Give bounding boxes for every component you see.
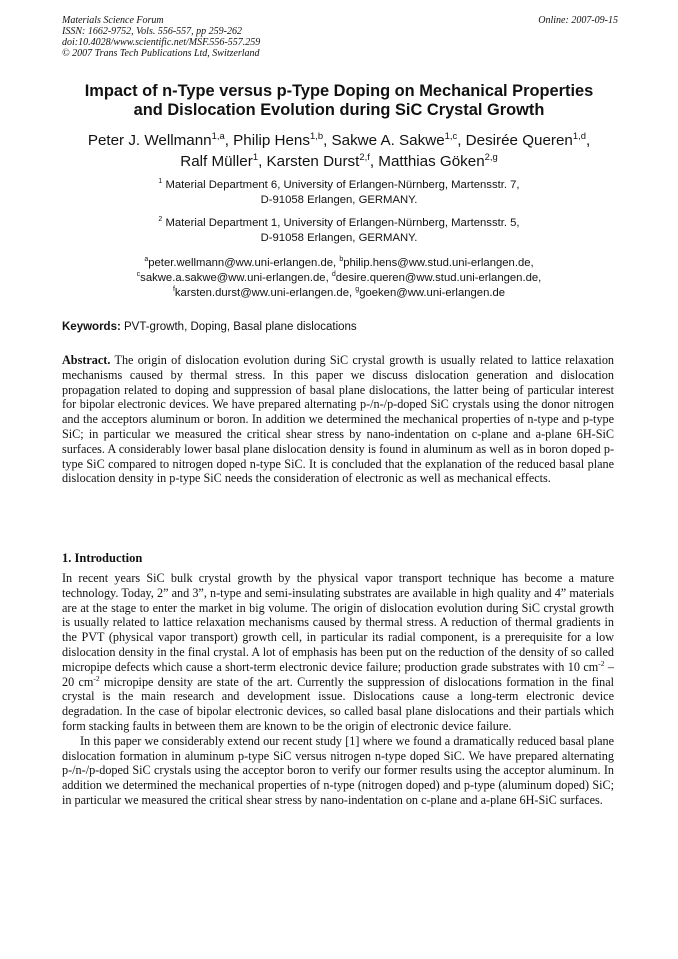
- email-mark: b: [339, 256, 344, 264]
- doi-line: doi:10.4028/www.scientific.net/MSF.556-557.259: [62, 37, 261, 48]
- exponent: -2: [93, 673, 100, 683]
- author-sep: ,: [323, 132, 332, 149]
- author-sep: ,: [585, 132, 591, 149]
- author-affil: 1,b: [309, 129, 324, 141]
- title-line-2: and Dislocation Evolution during SiC Crystal Growth: [133, 101, 545, 119]
- email-sep: ,: [349, 287, 356, 299]
- email-address[interactable]: sakwe.a.sakwe@ww.uni-erlangen.de: [140, 272, 326, 284]
- abstract-text: The origin of dislocation evolution during SiC crystal growth is usually related to lattice relaxation mechanisms caused by thermal stress. In this paper we discuss dislocation generation and dislocation propagation related to doping and suppression of basal plane dislocations, the latter being of particular interest for bipolar electronic devices. We have prepared alternating p-/n-/p-doped SiC crystals using the donor nitrogen and the acceptors aluminum or boron. In addition we determined the mechanical properties of n-type and p-type SiC; in particular we measured the critical shear stress by nano-indentation on c-plane and a-plane 6H-SiC surfaces. A considerably lower basal plane dislocation density is found in aluminum as well as in boron doped p-type SiC compared to nitrogen doped n-type SiC. It is concluded that the explanation of the reduced basal plane dislocation density in p-type SiC needs the consideration of electronic as well as mechanical effects.: [62, 353, 615, 486]
- affiliation-line: D-91058 Erlangen, GERMANY.: [260, 194, 418, 206]
- exponent: -2: [598, 658, 605, 668]
- keywords-text: PVT-growth, Doping, Basal plane dislocations: [124, 321, 357, 333]
- affiliation-line: D-91058 Erlangen, GERMANY.: [260, 232, 418, 244]
- author-line-1: [30, 130, 648, 151]
- intro-text: micropipe density are state of the art. Currently the suppression of dislocations formation in the final crystal is the main research and development issue. Dislocations cause a long-term electronic device degradation. In the case of bipolar electronic devices, so called basal plane dislocations and their partials which form stacking faults in between them are known to be the origin of electronic device failure.: [62, 674, 614, 733]
- email-address[interactable]: desire.queren@ww.stud.uni-erlangen.de,: [335, 272, 542, 284]
- keywords: [62, 320, 618, 334]
- author-affil: 2,f: [359, 150, 370, 162]
- author-affil: 1,a: [211, 129, 225, 141]
- affiliation-2: [80, 216, 598, 246]
- email-mark: g: [355, 286, 360, 294]
- email-mark: c: [136, 271, 141, 279]
- author-affil: 1,d: [572, 129, 586, 141]
- author-sep: ,: [224, 132, 234, 149]
- author-name: Peter J. Wellmann: [87, 132, 212, 149]
- intro-paragraph-2: In this paper we considerably extend our recent study [1] where we found a dramatically reduced basal plane dislocation formation in aluminum p-type SiC versus nitrogen n-type doped SiC. We have prepared alternating p-/n-/p-doped SiC crystals using the acceptor boron to verify our former results using the acceptor aluminum. In addition we determined the mechanical properties of n-type (nitrogen doped) and p-type (aluminum doped) SiC; in particular we measured the critical shear stress by nano-indentation on c-plane and a-plane 6H-SiC surfaces.: [62, 733, 614, 807]
- abstract: [62, 353, 614, 486]
- email-mark: d: [331, 271, 336, 279]
- author-line-2: [30, 151, 648, 172]
- email-address[interactable]: karsten.durst@ww.uni-erlangen.de: [174, 287, 349, 299]
- intro-paragraph-1: [62, 571, 614, 734]
- author-name: Philip Hens: [233, 132, 310, 149]
- email-sep: ,: [325, 272, 332, 284]
- introduction-body: [62, 571, 614, 808]
- online-date: Online: 2007-09-15: [538, 15, 618, 26]
- section-heading-introduction: 1. Introduction: [62, 551, 143, 565]
- affiliation-number: 1: [158, 178, 163, 186]
- author-affil: 1,c: [444, 129, 458, 141]
- abstract-label: Abstract.: [62, 353, 111, 367]
- intro-text: – 20 cm: [62, 659, 615, 689]
- affiliation-number: 2: [158, 216, 163, 224]
- journal-name: Materials Science Forum: [62, 15, 164, 26]
- email-mark: f: [172, 286, 175, 294]
- affiliation-line: Material Department 1, University of Erlangen-Nürnberg, Martensstr. 5,: [165, 217, 520, 229]
- affiliation-line: Material Department 6, University of Erlangen-Nürnberg, Martensstr. 7,: [165, 179, 520, 191]
- author-name: Karsten Durst: [266, 153, 360, 170]
- author-sep: ,: [457, 132, 466, 149]
- email-address[interactable]: goeken@ww.uni-erlangen.de: [359, 287, 506, 299]
- author-affil: 2,g: [484, 150, 498, 162]
- title-line-1: Impact of n-Type versus p-Type Doping on Mechanical Properties: [84, 82, 594, 100]
- author-affil: 1: [252, 150, 259, 162]
- author-sep: ,: [369, 153, 379, 170]
- issn-line: ISSN: 1662-9752, Vols. 556-557, pp 259-262: [62, 26, 242, 37]
- author-name: Sakwe A. Sakwe: [331, 132, 445, 149]
- author-sep: ,: [258, 153, 267, 170]
- email-sep: ,: [333, 257, 340, 269]
- email-address[interactable]: peter.wellmann@ww.uni-erlangen.de: [148, 257, 334, 269]
- author-name: Ralf Müller: [180, 153, 253, 170]
- author-name: Matthias Göken: [378, 153, 485, 170]
- email-address[interactable]: philip.hens@ww.stud.uni-erlangen.de,: [343, 257, 534, 269]
- journal-header: [62, 15, 618, 59]
- affiliation-1: [80, 178, 598, 208]
- author-list: [30, 130, 648, 172]
- email-mark: a: [144, 256, 149, 264]
- keywords-label: Keywords:: [62, 321, 121, 333]
- intro-text: In recent years SiC bulk crystal growth by the physical vapor transport technique has become a mature technology. Today, 2” and 3”, n-type and semi-insulating substrates are available in high quality and 4” materials are at the stage to enter the market in big volume. The origin of dislocation evolution during SiC crystal growth is usually related to lattice relaxation mechanisms caused by thermal stress. A reduction of thermal gradients in the PVT (physical vapor transport) growth cell, in particular its radial component, is a prerequisite for a low dislocation density in the final crystal. A lot of emphasis has been put on the reduction of the density of so called micropipe defects which cause a short-term electronic device failure; production grade substrates with 10 cm: [62, 571, 614, 674]
- author-name: Desirée Queren: [465, 132, 573, 149]
- email-list: [60, 256, 618, 301]
- paper-title: [40, 82, 638, 120]
- copyright-line: © 2007 Trans Tech Publications Ltd, Switzerland: [62, 48, 260, 59]
